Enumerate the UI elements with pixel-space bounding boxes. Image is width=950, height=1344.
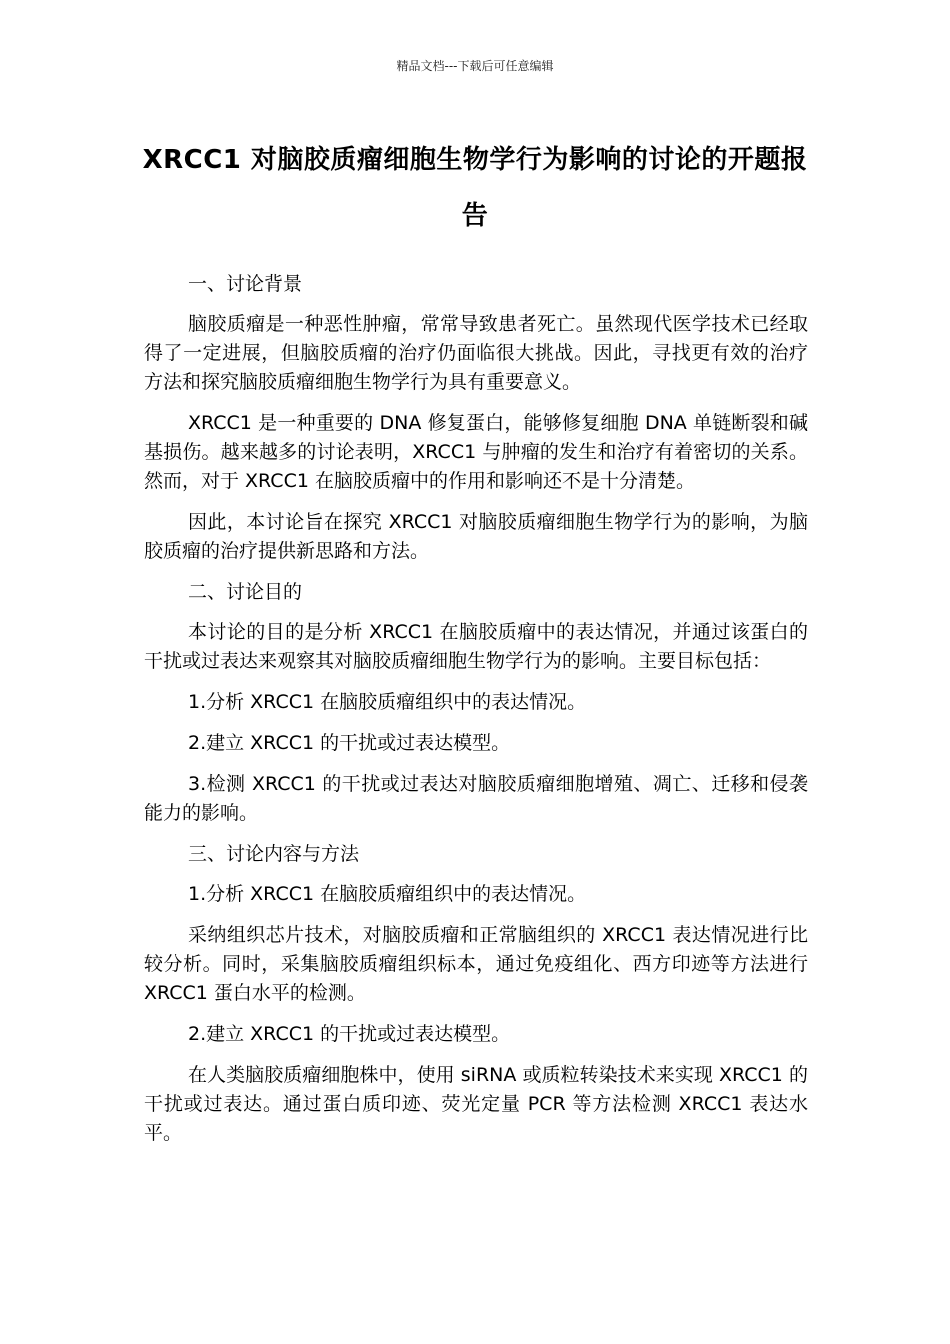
page-header: 精品文档---下载后可任意编辑	[396, 59, 554, 73]
paragraph-background-3: 因此，本讨论旨在探究 XRCC1 对脑胶质瘤细胞生物学行为的影响，为脑胶质瘤的治疗提供新思路和方法。	[144, 511, 808, 562]
paragraph-purpose: 本讨论的目的是分析 XRCC1 在脑胶质瘤中的表达情况，并通过该蛋白的干扰或过表达来观察其对脑胶质瘤细胞生物学行为的影响。主要目标包括：	[144, 621, 808, 672]
list-item-purpose-1: 1.分析 XRCC1 在脑胶质瘤组织中的表达情况。	[188, 691, 587, 713]
paragraph-methods-1: 采纳组织芯片技术，对脑胶质瘤和正常脑组织的 XRCC1 表达情况进行比较分析。同时，采集脑胶质瘤组织标本，通过免疫组化、西方印迹等方法进行 XRCC1 蛋白水平的检测。	[144, 924, 808, 1004]
paragraph-background-1: 脑胶质瘤是一种恶性肿瘤，常常导致患者死亡。虽然现代医学技术已经取得了一定进展，但脑胶质瘤的治疗仍面临很大挑战。因此，寻找更有效的治疗方法和探究脑胶质瘤细胞生物学行为具有重要意义。	[144, 313, 808, 393]
subheading-methods-1: 1.分析 XRCC1 在脑胶质瘤组织中的表达情况。	[188, 883, 587, 905]
paragraph-background-2: XRCC1 是一种重要的 DNA 修复蛋白，能够修复细胞 DNA 单链断裂和碱基损伤。越来越多的讨论表明，XRCC1 与肿瘤的发生和治疗有着密切的关系。然而，对于 XRCC1 在脑胶质瘤中的作用和影响还不是十分清楚。	[144, 412, 808, 492]
list-item-purpose-2: 2.建立 XRCC1 的干扰或过表达模型。	[188, 732, 511, 754]
subheading-methods-2: 2.建立 XRCC1 的干扰或过表达模型。	[188, 1023, 511, 1045]
document-title: XRCC1 对脑胶质瘤细胞生物学行为影响的讨论的开题报告	[142, 145, 808, 231]
paragraph-methods-2: 在人类脑胶质瘤细胞株中，使用 siRNA 或质粒转染技术来实现 XRCC1 的干扰或过表达。通过蛋白质印迹、荧光定量 PCR 等方法检测 XRCC1 表达水平。	[144, 1064, 808, 1144]
document-body	[144, 270, 808, 1160]
list-item-purpose-3: 3.检测 XRCC1 的干扰或过表达对脑胶质瘤细胞增殖、凋亡、迁移和侵袭能力的影响。	[144, 773, 808, 824]
section-heading-methods: 三、讨论内容与方法	[188, 843, 360, 865]
section-heading-background: 一、讨论背景	[188, 273, 303, 295]
section-heading-purpose: 二、讨论目的	[188, 581, 303, 603]
